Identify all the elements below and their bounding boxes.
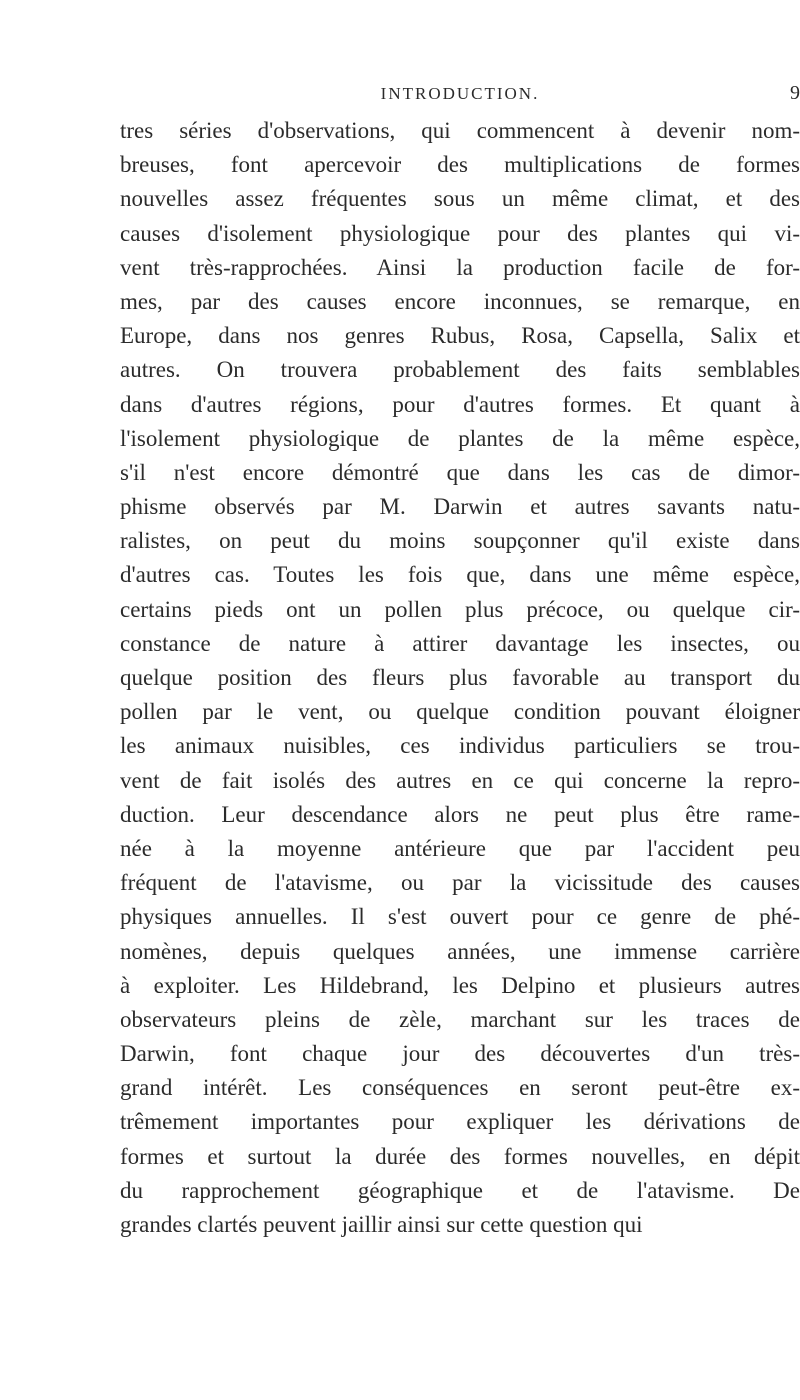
text-line: née à la moyenne antérieure que par l'accident peu xyxy=(120,835,800,861)
body-text xyxy=(120,114,800,1242)
text-line: grandes clartés peuvent jaillir ainsi sur cette question qui xyxy=(120,1212,643,1237)
text-line: du rapprochement géographique et de l'atavisme. De xyxy=(120,1177,800,1203)
text-line: duction. Leur descendance alors ne peut plus être rame- xyxy=(120,801,800,827)
text-line: pollen par le vent, ou quelque condition pouvant éloigner xyxy=(120,699,800,725)
page-number: 9 xyxy=(790,82,800,104)
text-line: ralistes, on peut du moins soupçonner qu'il existe dans xyxy=(120,528,800,554)
text-line: Darwin, font chaque jour des découvertes d'un très- xyxy=(120,1041,800,1067)
text-line: d'autres cas. Toutes les fois que, dans une même espèce, xyxy=(120,562,800,588)
text-line: les animaux nuisibles, ces individus particuliers se trou- xyxy=(120,733,800,759)
text-line: dans d'autres régions, pour d'autres formes. Et quant à xyxy=(120,391,800,417)
text-line: trêmement importantes pour expliquer les dérivations de xyxy=(120,1109,800,1135)
text-line: causes d'isolement physiologique pour des plantes qui vi- xyxy=(120,220,800,246)
text-line: constance de nature à attirer davantage les insectes, ou xyxy=(120,630,800,656)
text-line: fréquent de l'atavisme, ou par la vicissitude des causes xyxy=(120,870,800,896)
text-line: tres séries d'observations, qui commencent à devenir nom- xyxy=(120,118,800,143)
text-line: vent de fait isolés des autres en ce qui concerne la repro- xyxy=(120,767,800,793)
text-line: autres. On trouvera probablement des faits semblables xyxy=(120,357,800,383)
running-head xyxy=(120,84,800,114)
text-line: formes et surtout la durée des formes nouvelles, en dépit xyxy=(120,1143,800,1169)
text-line: nomènes, depuis quelques années, une immense carrière xyxy=(120,938,800,964)
text-line: grand intérêt. Les conséquences en seront peut-être ex- xyxy=(120,1075,800,1101)
text-line: quelque position des fleurs plus favorable au transport du xyxy=(120,665,800,690)
text-line: observateurs pleins de zèle, marchant sur les traces de xyxy=(120,1006,800,1032)
text-line: l'isolement physiologique de plantes de la même espèce, xyxy=(120,425,800,451)
text-line: vent très-rapprochées. Ainsi la production facile de for- xyxy=(120,254,800,280)
text-line: à exploiter. Les Hildebrand, les Delpino et plusieurs autres xyxy=(120,972,800,998)
text-line: phisme observés par M. Darwin et autres savants natu- xyxy=(120,494,800,520)
text-line: s'il n'est encore démontré que dans les cas de dimor- xyxy=(120,459,800,485)
text-line: breuses, font apercevoir des multiplications de formes xyxy=(120,152,800,178)
text-line: mes, par des causes encore inconnues, se remarque, en xyxy=(120,288,800,314)
text-line: nouvelles assez fréquentes sous un même climat, et des xyxy=(120,186,800,212)
text-line: certains pieds ont un pollen plus précoce, ou quelque cir- xyxy=(120,596,800,622)
running-title: INTRODUCTION. xyxy=(380,84,540,103)
text-line: Europe, dans nos genres Rubus, Rosa, Capsella, Salix et xyxy=(120,323,800,349)
text-line: physiques annuelles. Il s'est ouvert pour ce genre de phé- xyxy=(120,904,800,930)
